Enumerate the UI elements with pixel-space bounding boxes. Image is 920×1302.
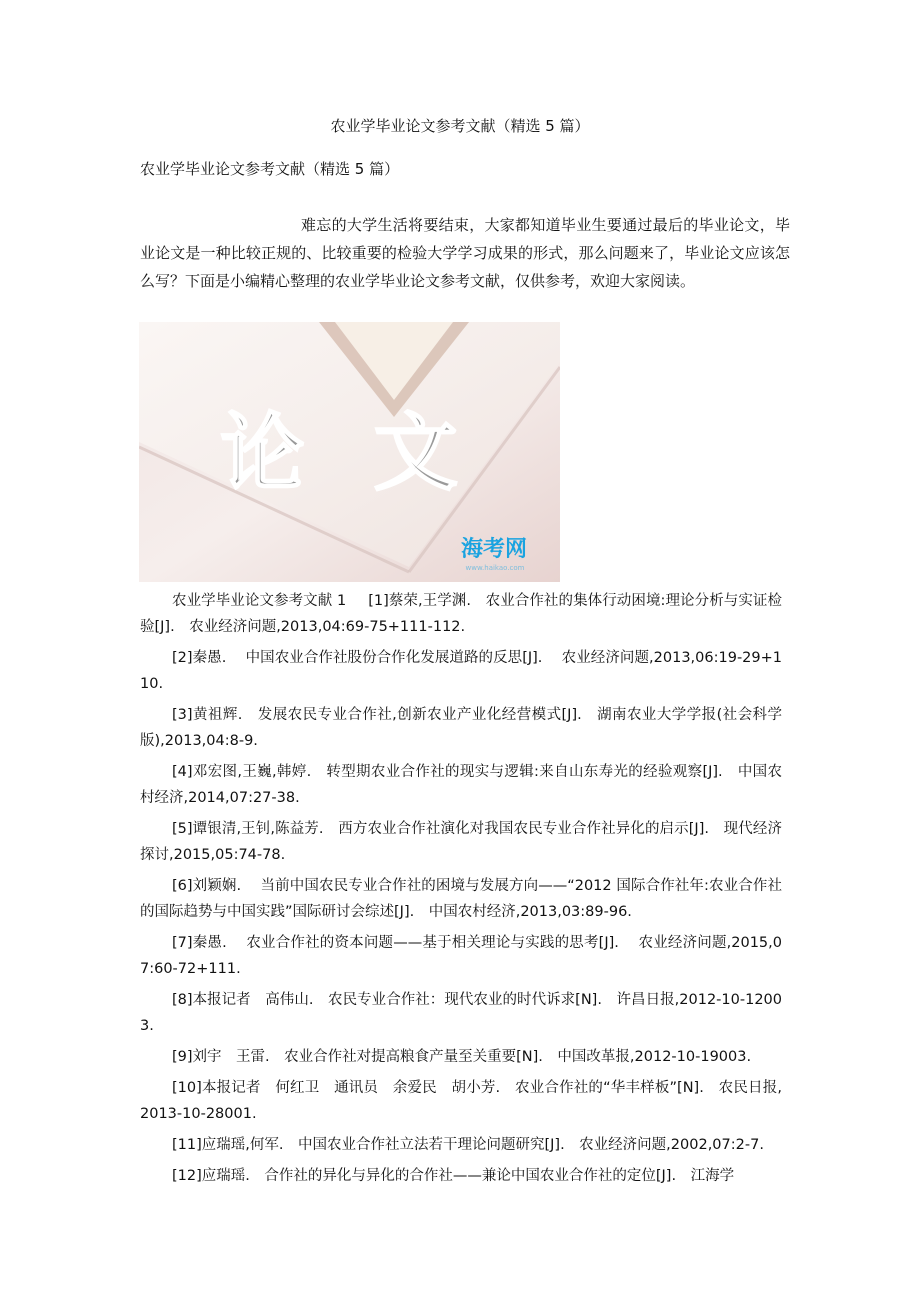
- reference-item: [8]本报记者 高伟山. 农民专业合作社：现代农业的时代诉求[N]. 许昌日报,2012-10-12003.: [140, 992, 782, 1034]
- reference-item: [6]刘颖娴. 当前中国农民专业合作社的困境与发展方向——“2012 国际合作社年:农业合作社的国际趋势与中国实践”国际研讨会综述[J]. 中国农村经济,2013,03:89-96.: [140, 878, 782, 920]
- page-title: 农业学毕业论文参考文献（精选 5 篇）: [330, 117, 590, 135]
- thesis-cover-image: [139, 322, 560, 582]
- reference-item: [11]应瑞瑶,何军. 中国农业合作社立法若干理论问题研究[J]. 农业经济问题,2002,07:2-7.: [172, 1137, 764, 1153]
- reference-item: [4]邓宏图,王巍,韩婷. 转型期农业合作社的现实与逻辑:来自山东寿光的经验观察[J]. 中国农村经济,2014,07:27-38.: [140, 764, 782, 806]
- reference-item: [5]谭银清,王钊,陈益芳. 西方农业合作社演化对我国农民专业合作社异化的启示[J]. 现代经济探讨,2015,05:74-78.: [140, 821, 782, 863]
- reference-item: [7]秦愚. 农业合作社的资本问题——基于相关理论与实践的思考[J]. 农业经济问题,2015,07:60-72+111.: [140, 935, 782, 977]
- thesis-cover-graphic: [139, 322, 560, 582]
- intro-paragraph: 难忘的大学生活将要结束，大家都知道毕业生要通过最后的毕业论文，毕业论文是一种比较正规的、比较重要的检验大学学习成果的形式，那么问题来了，毕业论文应该怎么写？下面是小编精心整理的农业学毕业论文参考文献，仅供参考，欢迎大家阅读。: [140, 216, 790, 290]
- watermark-brand: 海考网: [460, 537, 528, 562]
- reference-item: [3]黄祖辉. 发展农民专业合作社,创新农业产业化经营模式[J]. 湖南农业大学学报(社会科学版),2013,04:8-9.: [140, 707, 782, 749]
- reference-item: [12]应瑞瑶. 合作社的异化与异化的合作社——兼论中国农业合作社的定位[J]. 江海学: [172, 1168, 735, 1184]
- reference-item: 农业学毕业论文参考文献 1 [1]蔡荣,王学渊. 农业合作社的集体行动困境:理论分析与实证检验[J]. 农业经济问题,2013,04:69-75+111-112.: [140, 593, 782, 635]
- watermark-url: www.haikao.com: [465, 564, 525, 572]
- reference-list: [140, 588, 782, 1194]
- reference-item: [10]本报记者 何红卫 通讯员 余爱民 胡小芳. 农业合作社的“华丰样板”[N]. 农民日报,2013-10-28001.: [140, 1080, 782, 1122]
- section-lead: 农业学毕业论文参考文献 1: [172, 593, 347, 609]
- cover-main-text: 论 文: [220, 404, 478, 502]
- reference-item: [9]刘宇 王雷. 农业合作社对提高粮食产量至关重要[N]. 中国改革报,2012-10-19003.: [172, 1049, 752, 1065]
- reference-item: [2]秦愚. 中国农业合作社股份合作化发展道路的反思[J]. 农业经济问题,2013,06:19-29+110.: [140, 650, 782, 692]
- article-heading: 农业学毕业论文参考文献（精选 5 篇）: [140, 160, 400, 178]
